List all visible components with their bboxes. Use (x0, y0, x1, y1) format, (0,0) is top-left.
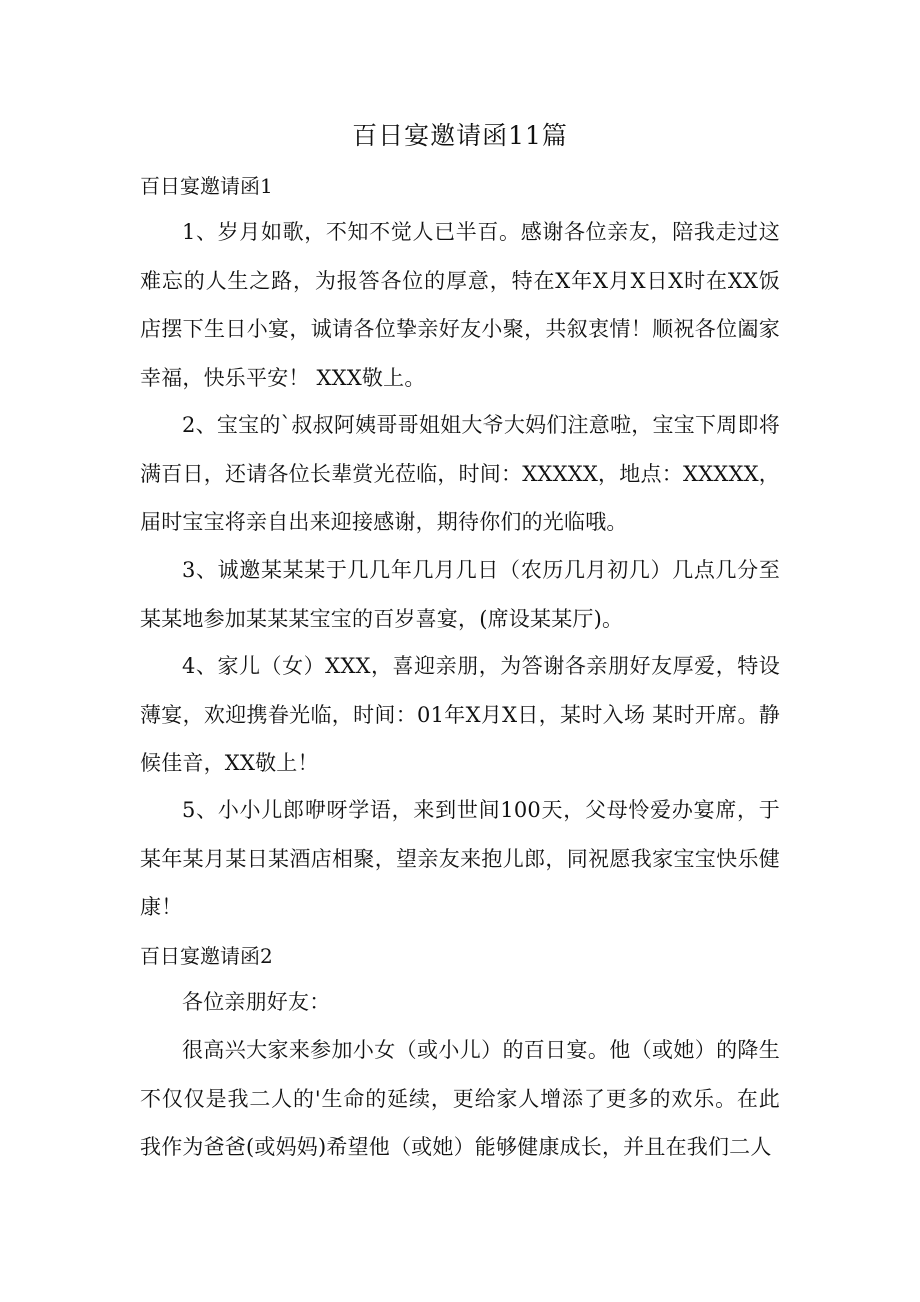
paragraph-1-3: 3、诚邀某某某于几几年几月几日（农历几月初几）几点几分至某某地参加某某某宝宝的百岁喜宴，(席设某某厅)。 (140, 558, 780, 631)
paragraph-2-1: 各位亲朋好友： (182, 990, 331, 1014)
document-title: 百日宴邀请函11篇 (352, 121, 568, 150)
section-heading-1: 百日宴邀请函1 (140, 174, 273, 198)
paragraph-1-4: 4、家儿（女）XXX，喜迎亲朋，为答谢各亲朋好友厚爱，特设薄宴，欢迎携眷光临，时间：01年X月X日，某时入场 某时开席。静候佳音，XX敬上！ (140, 654, 780, 775)
paragraph-1-2: 2、宝宝的`叔叔阿姨哥哥姐姐大爷大妈们注意啦，宝宝下周即将满百日，还请各位长辈赏光莅临，时间：XXXXX，地点：XXXXX，届时宝宝将亲自出来迎接感谢，期待你们的光临哦。 (140, 413, 780, 534)
paragraph-2-2: 很高兴大家来参加小女（或小儿）的百日宴。他（或她）的降生不仅仅是我二人的'生命的延续，更给家人增添了更多的欢乐。在此我作为爸爸(或妈妈)希望他（或她）能够健康成长，并且在我们二人 (140, 1038, 780, 1159)
paragraph-1-1: 1、岁月如歌，不知不觉人已半百。感谢各位亲友，陪我走过这难忘的人生之路，为报答各位的厚意，特在X年X月X日X时在XX饭店摆下生日小宴，诚请各位挚亲好友小聚，共叙衷情！顺祝各位阖家幸福，快乐平安！ XXX敬上。 (140, 220, 780, 390)
section-heading-2: 百日宴邀请函2 (140, 944, 273, 968)
paragraph-1-5: 5、小小儿郎咿呀学语，来到世间100天，父母怜爱办宴席，于某年某月某日某酒店相聚，望亲友来抱儿郎，同祝愿我家宝宝快乐健康！ (140, 798, 780, 919)
